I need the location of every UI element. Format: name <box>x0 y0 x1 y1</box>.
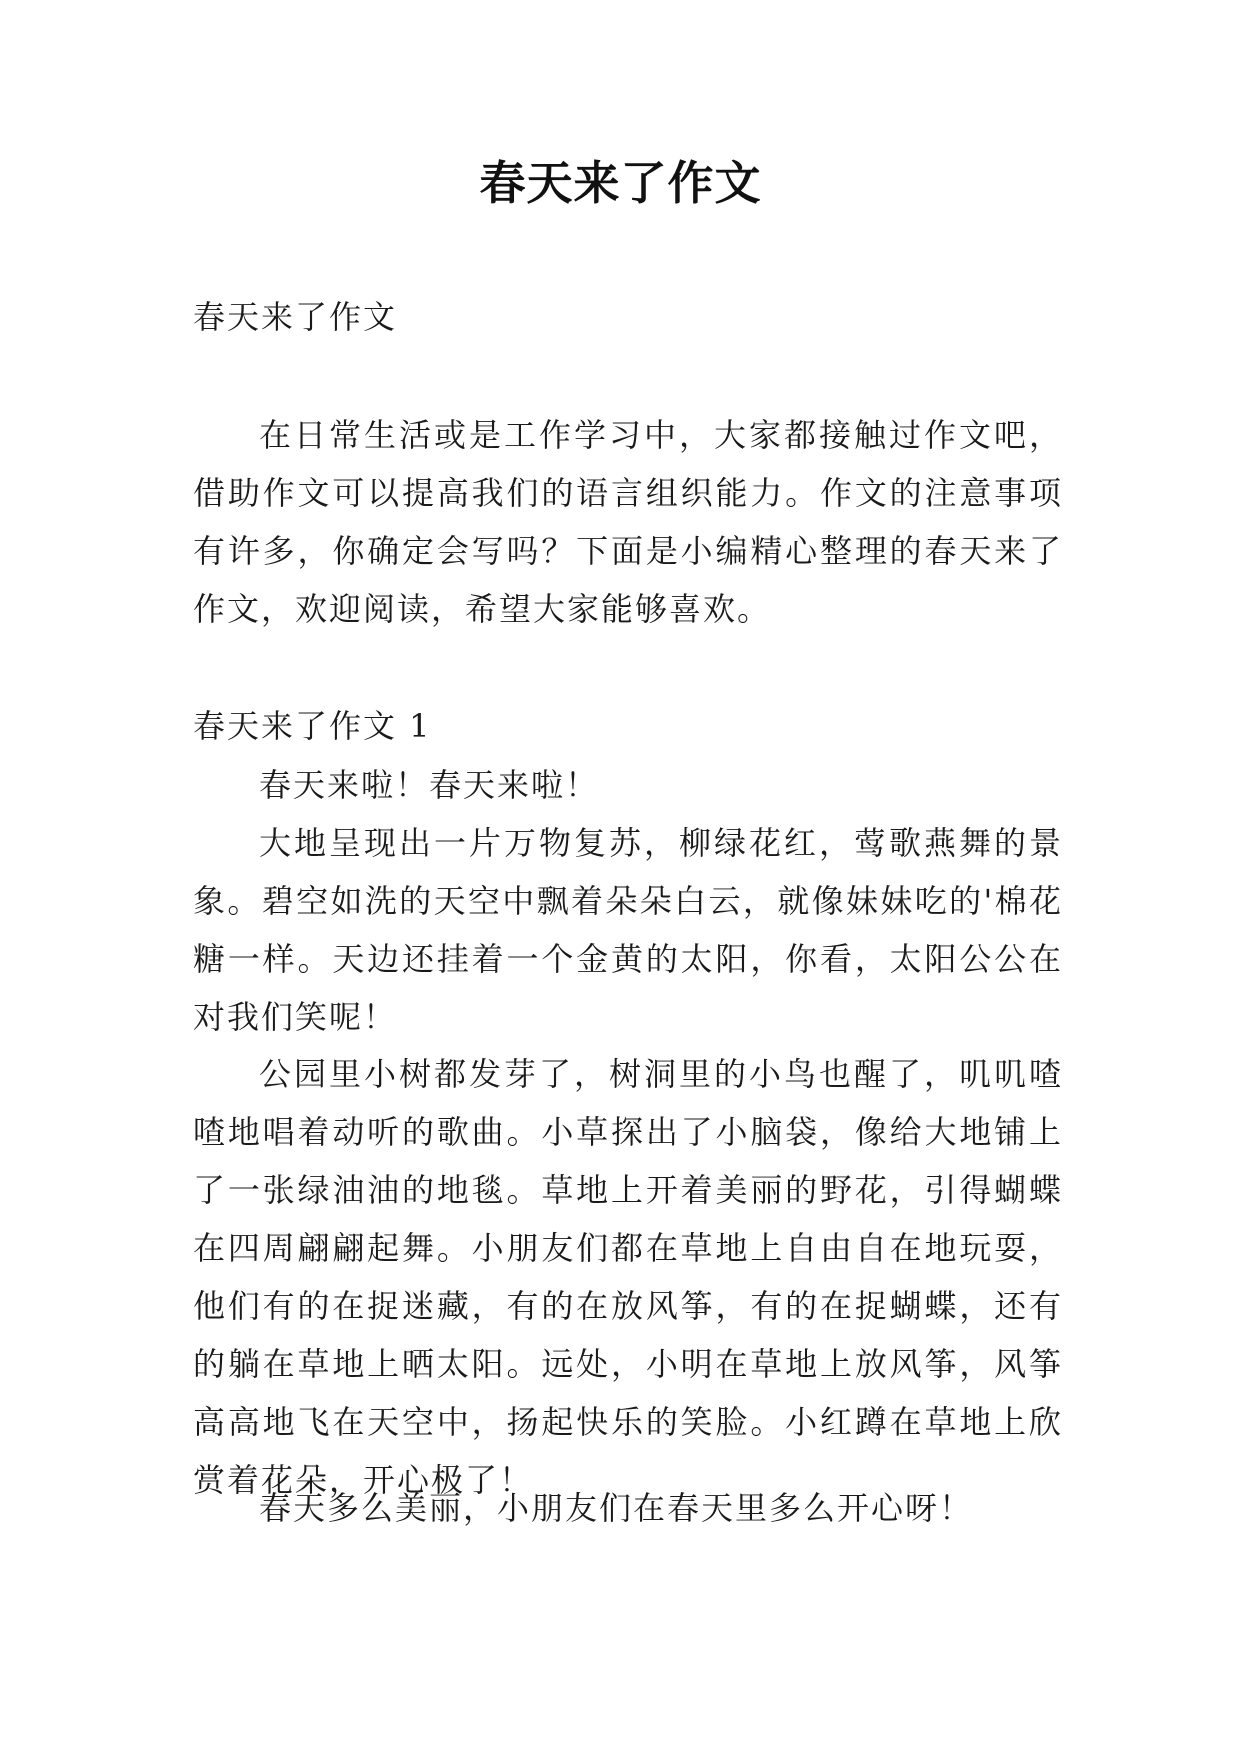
document-title: 春天来了作文 <box>479 156 762 210</box>
body-paragraph-3 <box>193 1045 1063 1509</box>
intro-text: 在日常生活或是工作学习中，大家都接触过作文吧，借助作文可以提高我们的语言组织能力。作文的注意事项有许多，你确定会写吗？下面是小编精心整理的春天来了作文，欢迎阅读，希望大家能够喜欢。 <box>193 416 1063 628</box>
paragraph-text: 公园里小树都发芽了，树洞里的小鸟也醒了，叽叽喳喳地唱着动听的歌曲。小草探出了小脑袋，像给大地铺上了一张绿油油的地毯。草地上开着美丽的野花，引得蝴蝶在四周翩翩起舞。小朋友们都在草地上自由自在地玩耍，他们有的在捉迷藏，有的在放风筝，有的在捉蝴蝶，还有的躺在草地上晒太阳。远处，小明在草地上放风筝，风筝高高地飞在天空中，扬起快乐的笑脸。小红蹲在草地上欣赏着花朵，开心极了！ <box>193 1055 1063 1499</box>
paragraph-text: 大地呈现出一片万物复苏，柳绿花红，莺歌燕舞的景象。碧空如洗的天空中飘着朵朵白云，就像妹妹吃的'棉花糖一样。天边还挂着一个金黄的太阳，你看，太阳公公在对我们笑呢！ <box>193 824 1063 1036</box>
body-paragraph-1 <box>193 756 1063 814</box>
intro-paragraph <box>193 406 1063 638</box>
document-subtitle: 春天来了作文 <box>193 298 398 336</box>
paragraph-text: 春天多么美丽，小朋友们在春天里多么开心呀！ <box>259 1489 974 1527</box>
body-paragraph-2 <box>193 814 1063 1046</box>
body-paragraph-4 <box>193 1479 1063 1537</box>
paragraph-text: 春天来啦！春天来啦！ <box>259 766 600 804</box>
section-heading: 春天来了作文 1 <box>193 707 432 745</box>
